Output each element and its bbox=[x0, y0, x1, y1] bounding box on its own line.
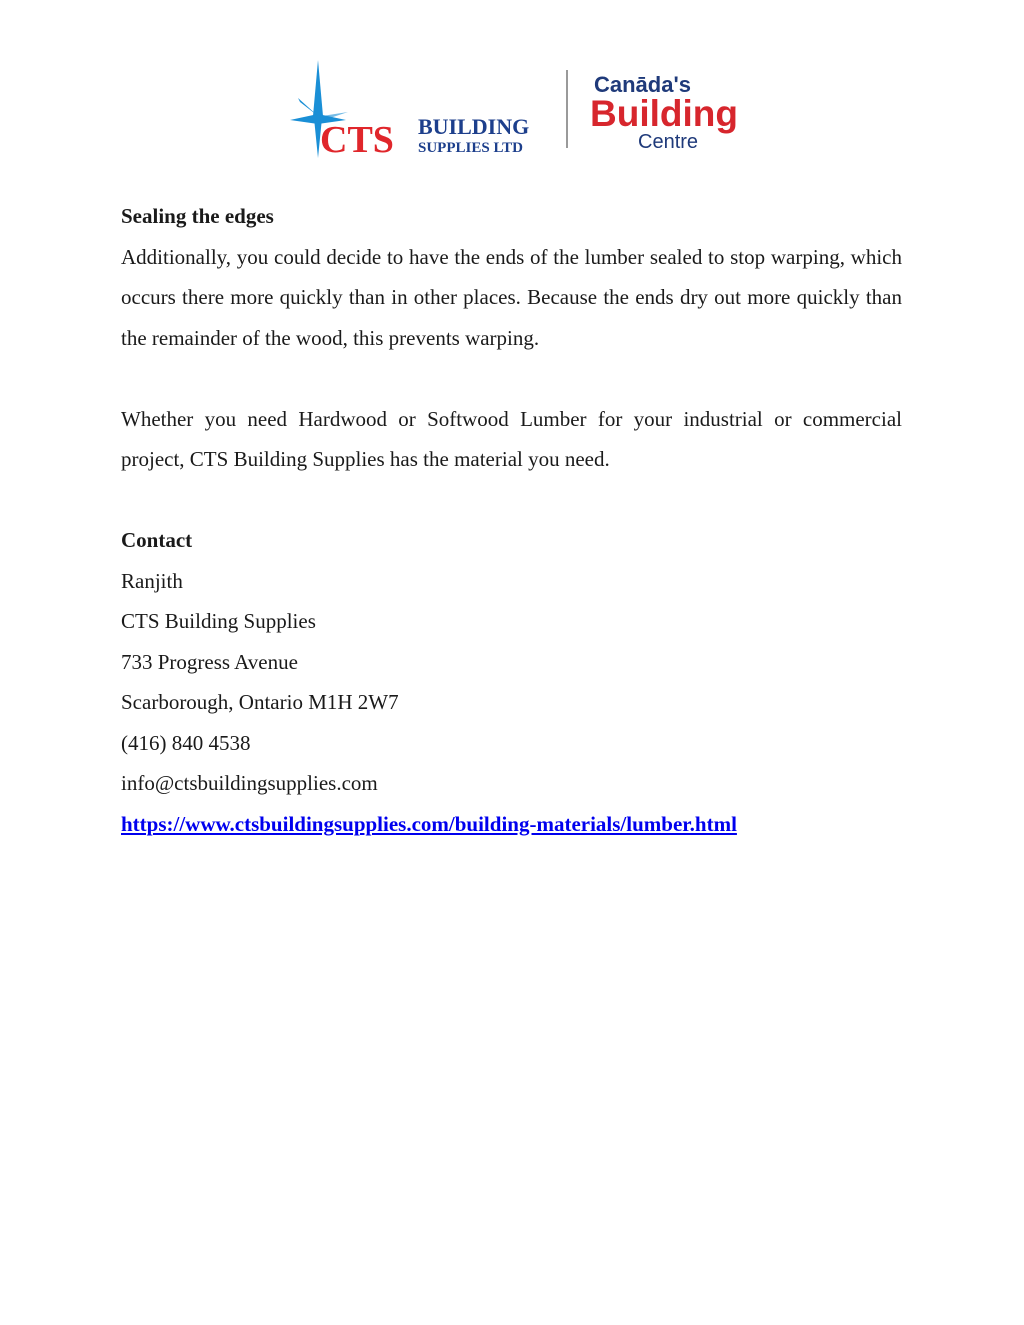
logo-header bbox=[288, 58, 738, 158]
cts-supplies-word: SUPPLIES LTD bbox=[418, 140, 523, 156]
sealing-paragraph: Additionally, you could decide to have the ends of the lumber sealed to stop warping, which occurs there more quickly than in other places. Because the ends dry out more quickly than the remainder of the wood, this prevents warping. bbox=[121, 244, 902, 350]
spacer bbox=[121, 480, 902, 521]
cts-letters: CTS bbox=[320, 119, 394, 158]
logo-divider bbox=[566, 70, 568, 148]
contact-email: info@ctsbuildingsupplies.com bbox=[121, 771, 378, 795]
lumber-paragraph: Whether you need Hardwood or Softwood Lumber for your industrial or commercial project, CTS Building Supplies has the material you need. bbox=[121, 406, 902, 471]
cts-building-supplies-logo bbox=[288, 58, 548, 158]
contact-city: Scarborough, Ontario M1H 2W7 bbox=[121, 690, 399, 714]
contact-name: Ranjith bbox=[121, 568, 183, 593]
spacer bbox=[121, 358, 902, 399]
lumber-page-link[interactable]: https://www.ctsbuildingsupplies.com/building-materials/lumber.html bbox=[121, 811, 737, 836]
cts-building-word: BUILDING bbox=[418, 114, 530, 139]
contact-phone: (416) 840 4538 bbox=[121, 730, 251, 755]
canadas-building-centre-logo bbox=[588, 68, 738, 150]
cbc-building: Building bbox=[590, 93, 738, 134]
contact-url-line bbox=[121, 804, 902, 845]
cts-star-icon bbox=[313, 60, 323, 118]
cbc-centre: Centre bbox=[638, 131, 699, 150]
contact-street: 733 Progress Avenue bbox=[121, 649, 298, 674]
contact-company: CTS Building Supplies bbox=[121, 609, 316, 633]
document-body bbox=[121, 196, 902, 844]
sealing-heading: Sealing the edges bbox=[121, 204, 274, 228]
cbc-canadas: Canāda's bbox=[594, 72, 691, 97]
contact-heading: Contact bbox=[121, 528, 193, 552]
